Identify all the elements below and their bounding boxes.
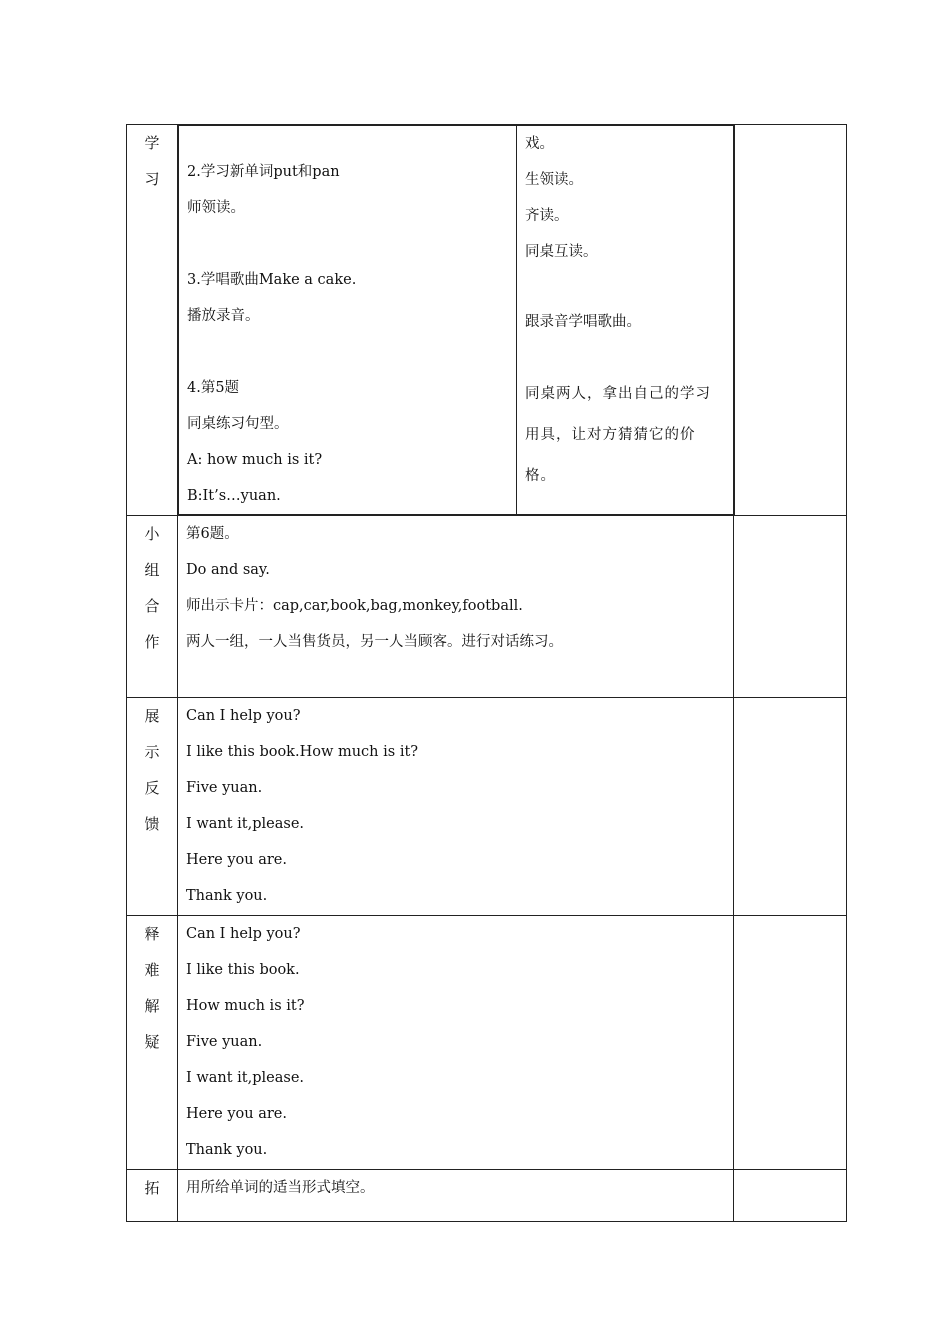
content-line: 师出示卡片：cap,car,book,bag,monkey,football. bbox=[186, 598, 523, 614]
stage-char: 拓 bbox=[144, 1179, 160, 1197]
step2-action: 师领读。 bbox=[187, 200, 245, 216]
content-line: Five yuan. bbox=[186, 1034, 263, 1050]
student-line: 戏。 bbox=[525, 136, 554, 152]
content-line: I like this book.How much is it? bbox=[186, 744, 419, 760]
stage-char: 合 bbox=[144, 597, 160, 615]
student-line: 同桌两人，拿出自己的学习用具，让对方猜猜它的价格。 bbox=[525, 386, 711, 484]
stage-char: 疑 bbox=[144, 1033, 160, 1051]
step3-action: 播放录音。 bbox=[187, 308, 260, 324]
student-column bbox=[517, 126, 735, 515]
content-line: Can I help you? bbox=[186, 926, 301, 942]
stage-char: 展 bbox=[144, 707, 160, 725]
row-study bbox=[127, 125, 847, 516]
step2-title: 2.学习新单词put和pan bbox=[187, 164, 340, 180]
stage-char: 组 bbox=[144, 561, 160, 579]
step3-title: 3.学唱歌曲Make a cake. bbox=[187, 272, 357, 288]
content-line: Here you are. bbox=[186, 852, 287, 868]
row-explain bbox=[127, 916, 847, 1170]
student-line: 齐读。 bbox=[525, 208, 569, 224]
student-line: 跟录音学唱歌曲。 bbox=[525, 314, 641, 330]
stage-char: 习 bbox=[144, 170, 160, 188]
lesson-plan-table bbox=[126, 124, 847, 1222]
stage-cell-show bbox=[127, 698, 178, 916]
content-line: Can I help you? bbox=[186, 708, 301, 724]
teacher-column bbox=[179, 126, 517, 515]
stage-char: 示 bbox=[144, 743, 160, 761]
stage-char: 小 bbox=[144, 525, 160, 543]
notes-cell-show bbox=[734, 698, 847, 916]
step4-title: 4.第5题 bbox=[187, 380, 240, 396]
row-show bbox=[127, 698, 847, 916]
stage-cell-explain bbox=[127, 916, 178, 1170]
row-group bbox=[127, 516, 847, 698]
content-line: 两人一组，一人当售货员，另一人当顾客。进行对话练习。 bbox=[186, 634, 563, 650]
step4-action: 同桌练习句型。 bbox=[187, 416, 289, 432]
student-line: 生领读。 bbox=[525, 172, 583, 188]
content-line: 用所给单词的适当形式填空。 bbox=[186, 1180, 375, 1196]
content-line: I want it,please. bbox=[186, 1070, 305, 1086]
stage-char: 学 bbox=[144, 134, 160, 152]
activity-cell-show bbox=[178, 698, 734, 916]
student-line: 同桌互读。 bbox=[525, 244, 598, 260]
stage-char: 释 bbox=[144, 925, 160, 943]
stage-char: 馈 bbox=[144, 815, 160, 833]
notes-cell-group bbox=[734, 516, 847, 698]
stage-cell-extend bbox=[127, 1170, 178, 1222]
content-line: I like this book. bbox=[186, 962, 300, 978]
stage-char: 反 bbox=[144, 779, 160, 797]
activity-cell-study bbox=[178, 125, 734, 516]
content-line: Here you are. bbox=[186, 1106, 287, 1122]
content-line: Five yuan. bbox=[186, 780, 263, 796]
stage-char: 作 bbox=[144, 633, 160, 651]
dialog-a: A: how much is it? bbox=[187, 452, 323, 468]
content-line: 第6题。 bbox=[186, 526, 239, 542]
dialog-b: B:It’s…yuan. bbox=[187, 488, 281, 504]
row-extend bbox=[127, 1170, 847, 1222]
activity-cell-explain bbox=[178, 916, 734, 1170]
activity-cell-group bbox=[178, 516, 734, 698]
stage-cell-group bbox=[127, 516, 178, 698]
content-line: How much is it? bbox=[186, 998, 305, 1014]
notes-cell-study bbox=[734, 125, 847, 516]
notes-cell-explain bbox=[734, 916, 847, 1170]
content-line: I want it,please. bbox=[186, 816, 305, 832]
notes-cell-extend bbox=[734, 1170, 847, 1222]
stage-char: 难 bbox=[144, 961, 160, 979]
content-line: Do and say. bbox=[186, 562, 270, 578]
stage-cell-study bbox=[127, 125, 178, 516]
stage-char: 解 bbox=[144, 997, 160, 1015]
content-line: Thank you. bbox=[186, 888, 268, 904]
content-line: Thank you. bbox=[186, 1142, 268, 1158]
activity-cell-extend bbox=[178, 1170, 734, 1222]
